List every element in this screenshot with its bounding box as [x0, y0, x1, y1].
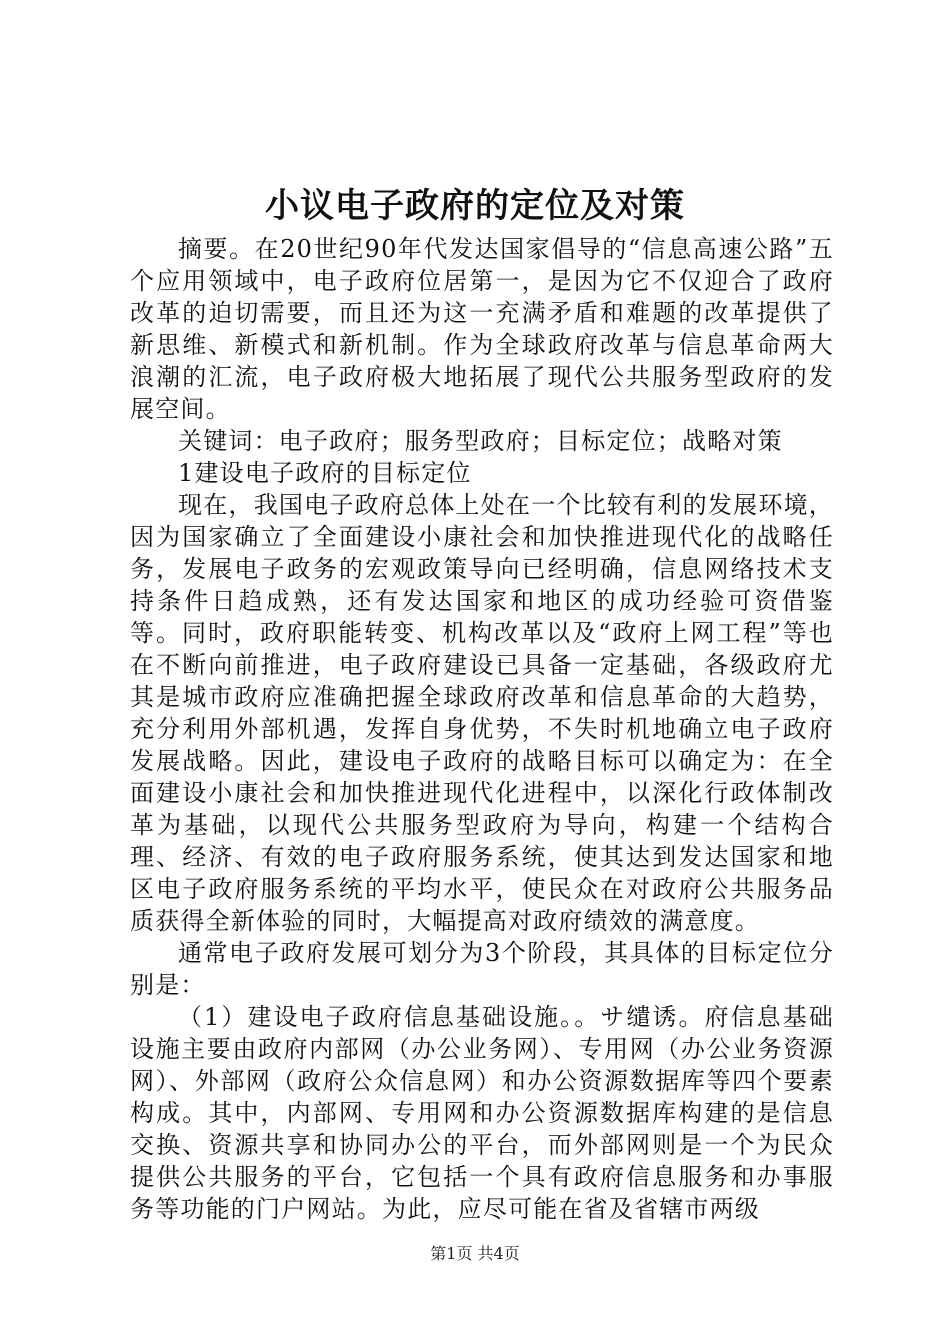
section-heading: 1建设电子政府的目标定位: [178, 459, 472, 487]
body-paragraph: （1）建设电子政府信息基础设施。。サ缱诱。府信息基础设施主要由政府内部网（办公业务网）、专用网（办公业务资源网）、外部网（政府公众信息网）和办公资源数据库等四个要素构成。其中，内部网、专用网和办公资源数据库构建的是信息交换、资源共享和协同办公的平台，而外部网则是一个为民众提供公共服务的平台，它包括一个具有政府信息服务和办事服务等功能的门户网站。为此，应尽可能在省及省辖市两级: [130, 1003, 834, 1223]
body-paragraph: 现在，我国电子政府总体上处在一个比较有利的发展环境，因为国家确立了全面建设小康社会和加快推进现代化的战略任务，发展电子政务的宏观政策导向已经明确，信息网络技术支持条件日趋成熟，还有发达国家和地区的成功经验可资借鉴等。同时，政府职能转变、机构改革以及“政府上网工程”等也在不断向前推进，电子政府建设已具备一定基础，各级政府尤其是城市政府应准确把握全球政府改革和信息革命的大趋势，充分利用外部机遇，发挥自身优势，不失时机地确立电子政府发展战略。因此，建设电子政府的战略目标可以确定为：在全面建设小康社会和加快推进现代化进程中，以深化行政体制改革为基础，以现代公共服务型政府为导向，构建一个结构合理、经济、有效的电子政府服务系统，使其达到发达国家和地区电子政府服务系统的平均水平，使民众在对政府公共服务品质获得全新体验的同时，大幅提高对政府绩效的满意度。: [130, 491, 834, 935]
abstract-paragraph: 摘要。在20世纪90年代发达国家倡导的“信息高速公路”五个应用领域中，电子政府位居第一，是因为它不仅迎合了政府改革的迫切需要，而且还为这一充满矛盾和难题的改革提供了新思维、新模式和新机制。作为全球政府改革与信息革命两大浪潮的汇流，电子政府极大地拓展了现代公共服务型政府的发展空间。: [130, 235, 834, 423]
document-body: [130, 233, 834, 1225]
document-title: 小议电子政府的定位及对策: [265, 186, 685, 226]
keywords-paragraph: 关键词：电子政府；服务型政府；目标定位；战略对策: [178, 427, 783, 455]
page-footer: 第1页 共4页: [430, 1244, 520, 1263]
body-paragraph: 通常电子政府发展可划分为3个阶段，其具体的目标定位分别是：: [130, 939, 834, 999]
